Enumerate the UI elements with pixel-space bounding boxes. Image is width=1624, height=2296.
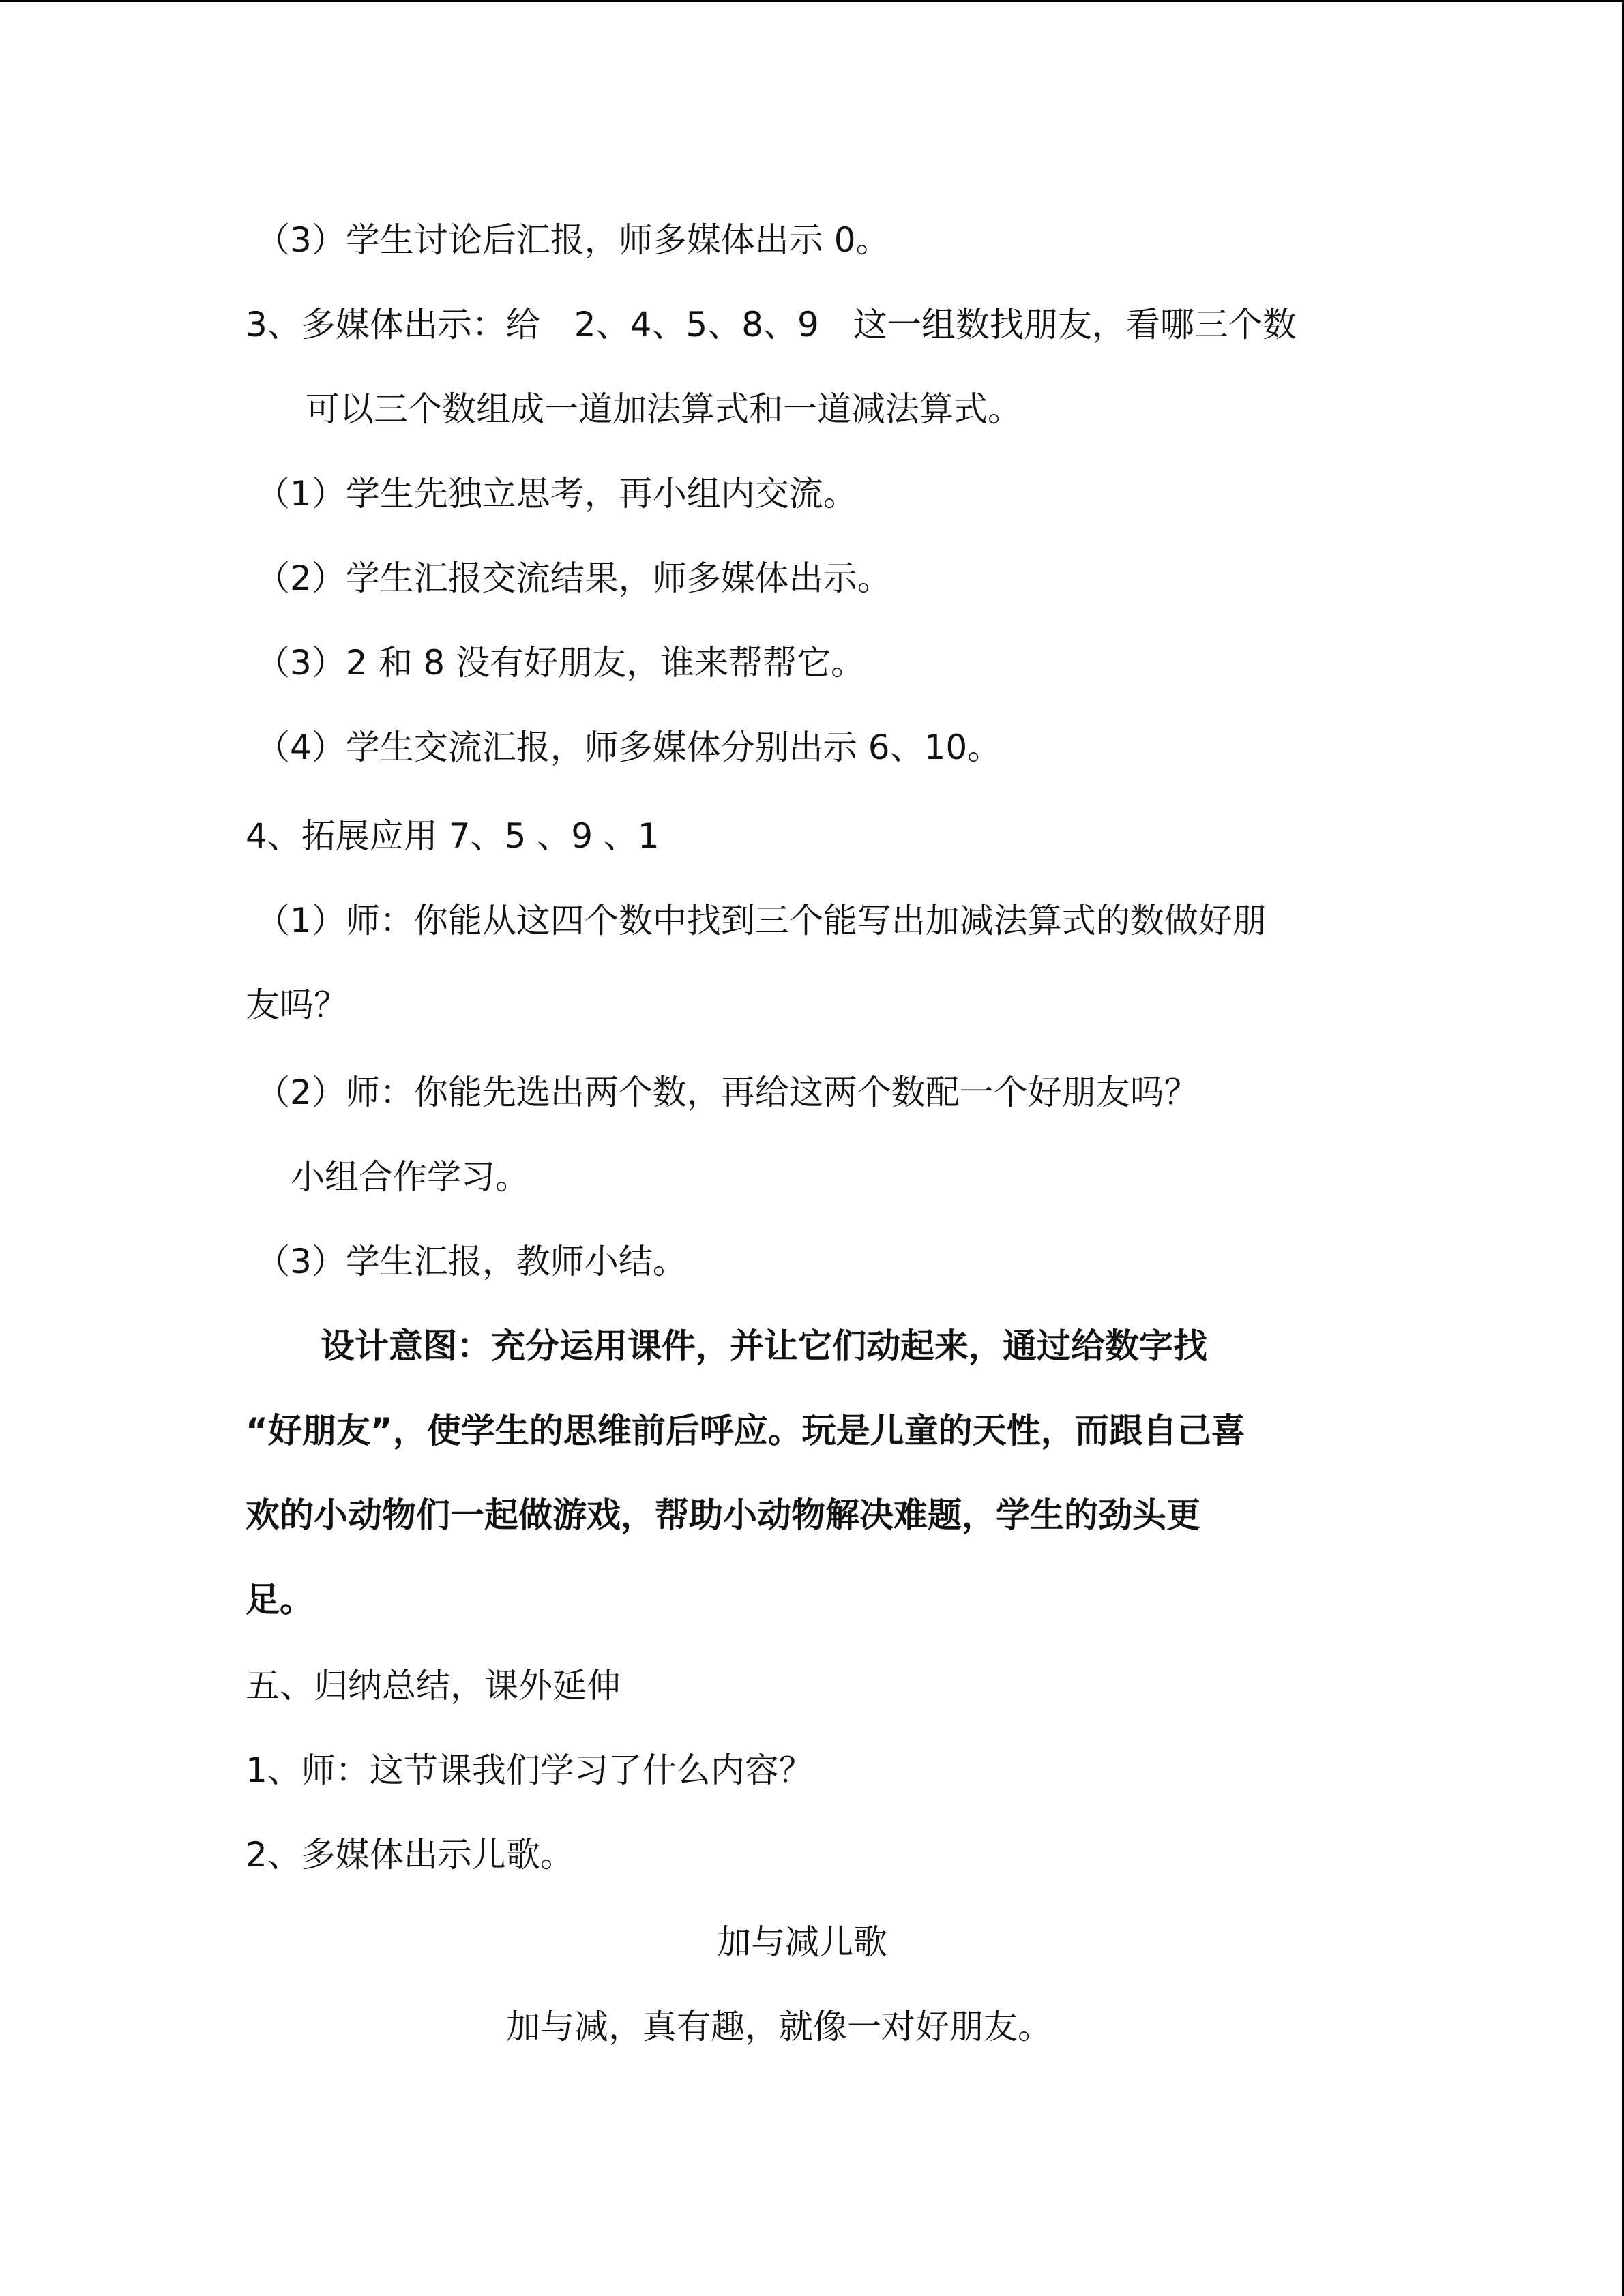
text-line: （1）学生先独立思考，再小组内交流。 <box>256 474 857 513</box>
text-line: （3）学生汇报，教师小结。 <box>256 1242 687 1281</box>
text-line: 4、拓展应用 7、5 、9 、1 <box>246 816 660 856</box>
design-intent-line: 足。 <box>246 1580 314 1620</box>
text-line: 可以三个数组成一道加法算式和一道减法算式。 <box>306 389 1022 429</box>
section-heading: 五、归纳总结，课外延伸 <box>246 1666 621 1705</box>
design-intent-line: 欢的小动物们一起做游戏，帮助小动物解决难题，学生的劲头更 <box>246 1495 1200 1535</box>
text-line: （1）师：你能从这四个数中找到三个能写出加减法算式的数做好朋 <box>256 901 1267 940</box>
text-line: （2）师：你能先选出两个数，再给这两个数配一个好朋友吗？ <box>256 1073 1198 1112</box>
page-border-top <box>0 0 1624 2</box>
text-line: 3、多媒体出示：给 2、4、5、8、9 这一组数找朋友，看哪三个数 <box>246 305 1297 344</box>
design-intent-line: “好朋友”，使学生的思维前后呼应。玩是儿童的天性，而跟自己喜 <box>246 1411 1245 1450</box>
text-line: （4）学生交流汇报，师多媒体分别出示 6、10。 <box>256 728 1002 767</box>
song-line: 加与减，真有趣，就像一对好朋友。 <box>506 2007 1052 2046</box>
text-line: （2）学生汇报交流结果，师多媒体出示。 <box>256 558 891 598</box>
song-title: 加与减儿歌 <box>717 1922 887 1962</box>
text-line: 2、多媒体出示儿歌。 <box>246 1835 574 1875</box>
text-line: （3）学生讨论后汇报，师多媒体出示 0。 <box>256 220 890 260</box>
text-line: 1、师：这节课我们学习了什么内容？ <box>246 1750 813 1790</box>
text-line: （3）2 和 8 没有好朋友，谁来帮帮它。 <box>256 643 866 683</box>
text-line: 友吗？ <box>246 985 348 1025</box>
design-intent-line: 设计意图：充分运用课件，并让它们动起来，通过给数字找 <box>321 1326 1207 1366</box>
text-line: 小组合作学习。 <box>291 1157 529 1197</box>
